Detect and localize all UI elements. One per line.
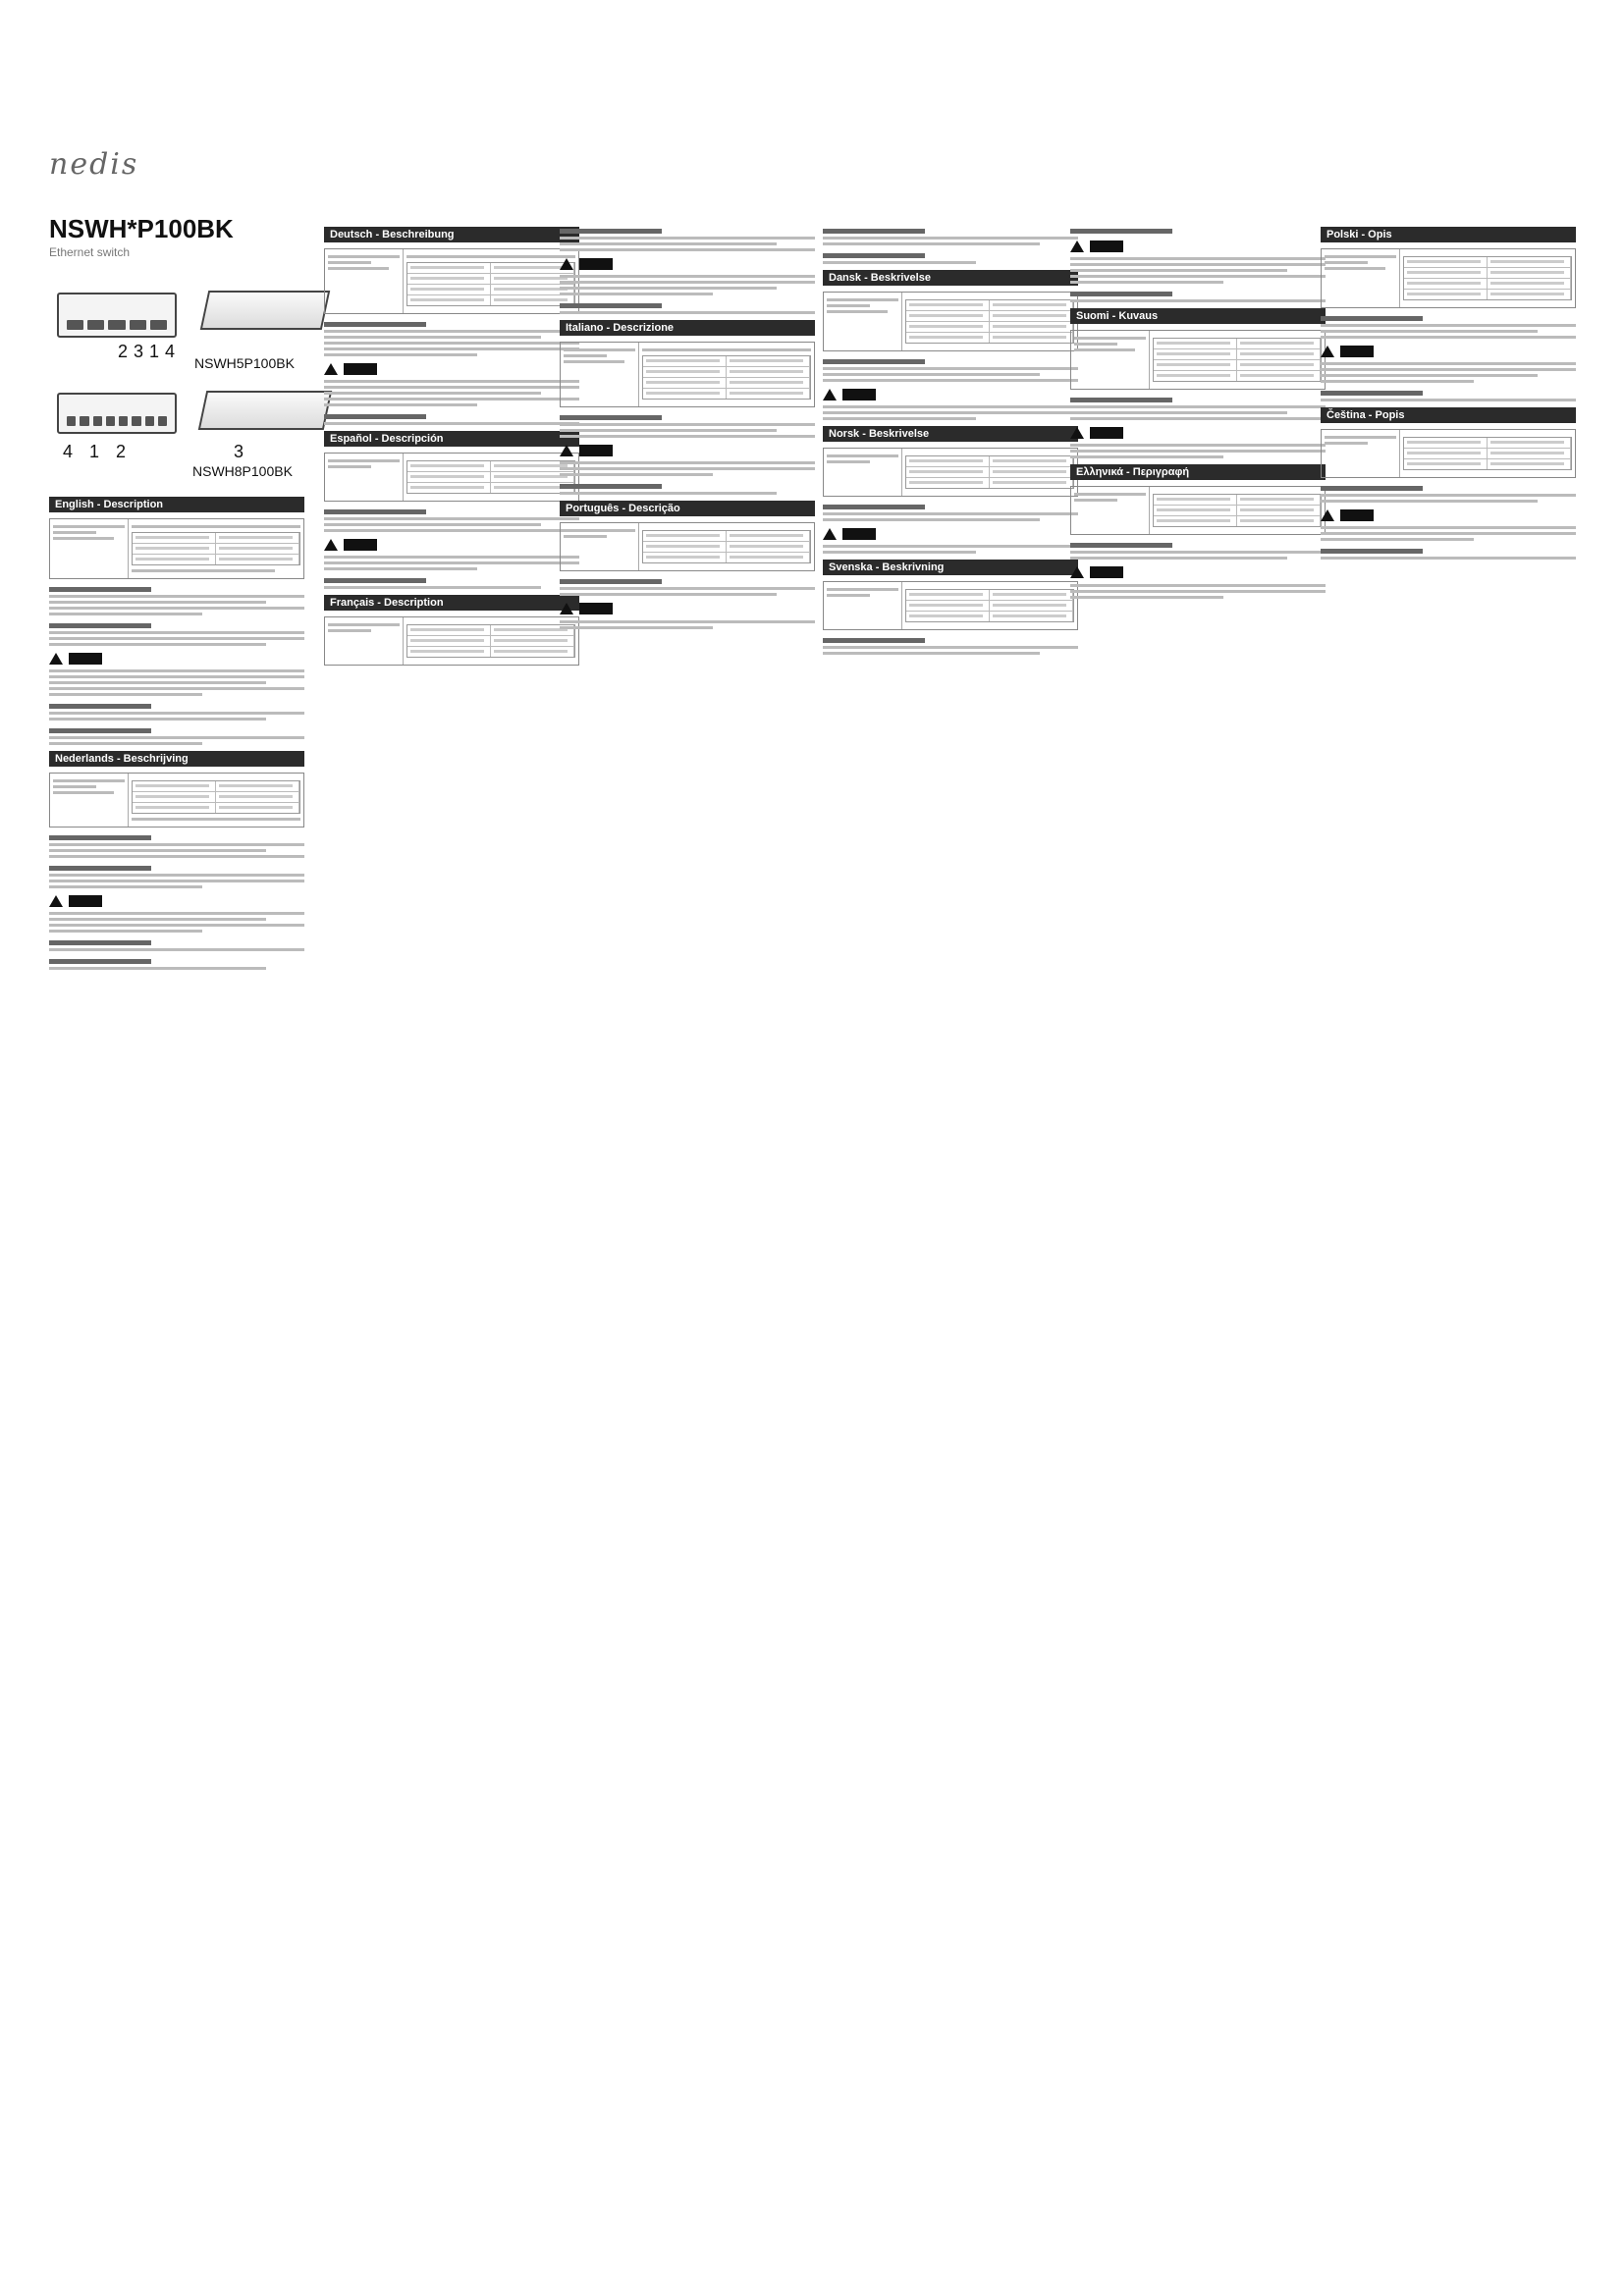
warning-triangle-icon <box>560 445 573 456</box>
warning-triangle-icon <box>1321 509 1334 521</box>
warning-triangle-icon <box>823 389 837 400</box>
spec-block <box>560 522 815 571</box>
spec-table <box>905 589 1074 622</box>
warning-triangle-icon <box>49 895 63 907</box>
section-header-greek: Ελληνικά - Περιγραφή <box>1070 464 1326 480</box>
spec-table <box>132 780 300 814</box>
section-header-espanol: Español - Descripción <box>324 431 579 447</box>
column-4 <box>823 221 1078 658</box>
switch-top-illustration-8p <box>198 391 333 430</box>
brand-logo: nedis <box>49 147 139 182</box>
spec-table <box>132 532 300 565</box>
spec-block <box>1321 429 1576 478</box>
spec-table <box>642 355 811 400</box>
switch-top-illustration-5p <box>200 291 331 330</box>
spec-table <box>1403 256 1572 300</box>
figure2-port-numbers: 4 1 2 <box>63 442 133 461</box>
section-header-svenska: Svenska - Beskrivning <box>823 560 1078 575</box>
spec-table <box>1153 338 1322 382</box>
figure1-model-label: NSWH5P100BK <box>194 355 295 371</box>
switch-front-illustration-8p <box>57 393 177 434</box>
spec-block <box>324 616 579 666</box>
spec-block <box>324 453 579 502</box>
column-1 <box>49 491 304 973</box>
caution-label-icon <box>1340 509 1374 521</box>
spec-block <box>823 581 1078 630</box>
caution-label-icon <box>1090 427 1123 439</box>
spec-table <box>905 455 1074 489</box>
caution-label-icon <box>69 895 102 907</box>
product-title: NSWH*P100BK <box>49 214 234 243</box>
warning-triangle-icon <box>49 653 63 665</box>
warning-triangle-icon <box>1070 566 1084 578</box>
spec-table <box>406 262 575 306</box>
product-subtitle: Ethernet switch <box>49 245 131 259</box>
column-2 <box>324 221 579 671</box>
column-6 <box>1321 221 1576 562</box>
figure2-model-label: NSWH8P100BK <box>192 463 293 479</box>
warning-triangle-icon <box>560 603 573 614</box>
spec-block <box>1321 248 1576 308</box>
column-5 <box>1070 221 1326 602</box>
spec-block <box>49 518 304 579</box>
caution-label-icon <box>579 603 613 614</box>
caution-label-icon <box>579 445 613 456</box>
spec-table <box>406 460 575 494</box>
column-3 <box>560 221 815 632</box>
caution-label-icon <box>842 389 876 400</box>
spec-table <box>406 624 575 658</box>
caution-label-icon <box>1090 240 1123 252</box>
spec-block <box>324 248 579 314</box>
warning-triangle-icon <box>1321 346 1334 357</box>
section-header-cestina: Čeština - Popis <box>1321 407 1576 423</box>
warning-triangle-icon <box>1070 427 1084 439</box>
section-header-suomi: Suomi - Kuvaus <box>1070 308 1326 324</box>
section-header-francais: Français - Description <box>324 595 579 611</box>
spec-block <box>560 342 815 407</box>
section-header-nederlands: Nederlands - Beschrijving <box>49 751 304 767</box>
warning-triangle-icon <box>324 363 338 375</box>
caution-label-icon <box>1340 346 1374 357</box>
caution-label-icon <box>69 653 102 665</box>
caution-label-icon <box>1090 566 1123 578</box>
warning-triangle-icon <box>823 528 837 540</box>
spec-block <box>1070 486 1326 535</box>
spec-table <box>1403 437 1572 470</box>
spec-block <box>823 448 1078 497</box>
figure2-port3-number: 3 <box>234 442 250 461</box>
spec-block <box>823 292 1078 351</box>
section-header-italiano: Italiano - Descrizione <box>560 320 815 336</box>
spec-table <box>642 530 811 563</box>
spec-block <box>1070 330 1326 390</box>
section-header-deutsch: Deutsch - Beschreibung <box>324 227 579 242</box>
warning-triangle-icon <box>1070 240 1084 252</box>
warning-triangle-icon <box>560 258 573 270</box>
spec-table <box>1153 494 1322 527</box>
section-header-english: English - Description <box>49 497 304 512</box>
switch-front-illustration-5p <box>57 293 177 338</box>
section-header-portugues: Português - Descrição <box>560 501 815 516</box>
section-header-dansk: Dansk - Beskrivelse <box>823 270 1078 286</box>
caution-label-icon <box>579 258 613 270</box>
section-header-norsk: Norsk - Beskrivelse <box>823 426 1078 442</box>
caution-label-icon <box>344 539 377 551</box>
spec-table <box>905 299 1074 344</box>
spec-block <box>49 773 304 828</box>
warning-triangle-icon <box>324 539 338 551</box>
figure1-port-numbers: 2314 <box>118 342 182 361</box>
section-header-polski: Polski - Opis <box>1321 227 1576 242</box>
caution-label-icon <box>842 528 876 540</box>
caution-label-icon <box>344 363 377 375</box>
